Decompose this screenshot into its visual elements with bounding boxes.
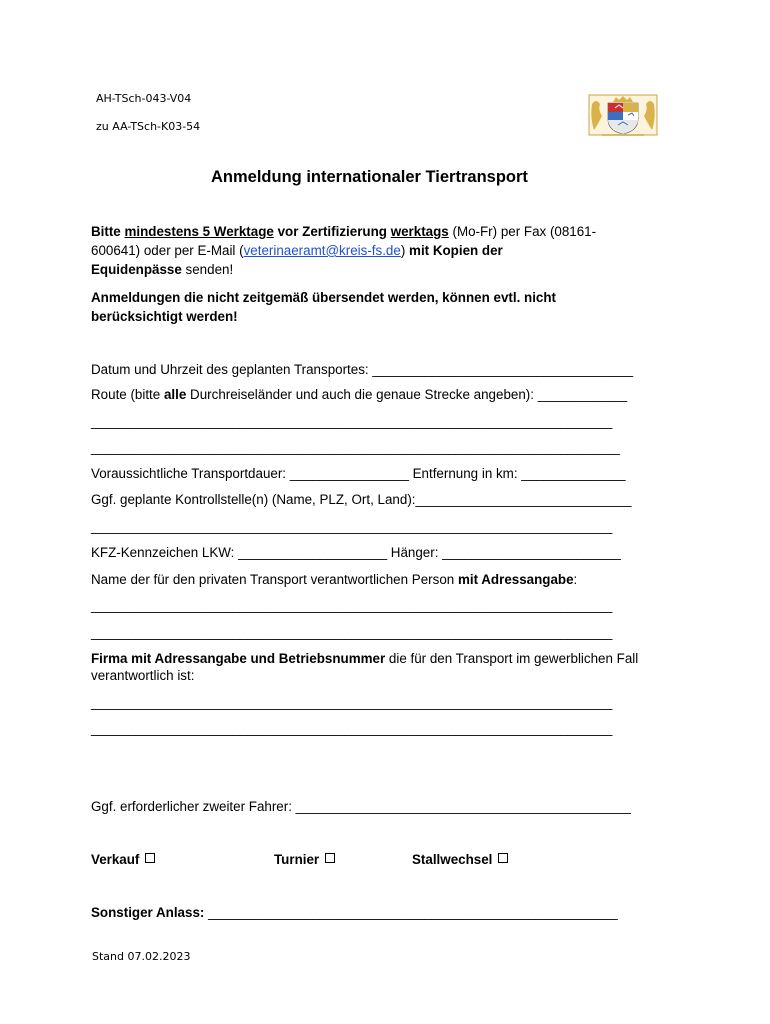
- firma-label-line-2: verantwortlich ist:: [91, 668, 195, 683]
- person-adressangabe: mit Adressangabe: [457, 572, 574, 587]
- intro-mofr: (Mo-Fr) per Fax (08161-: [452, 224, 597, 239]
- intro-text: 600641) oder per E-Mail (: [91, 243, 244, 258]
- option-turnier[interactable]: [274, 852, 335, 867]
- intro-line-1: [91, 224, 596, 239]
- firma-line-4[interactable]: ______________________________________________________________________: [91, 721, 613, 736]
- kontrollstelle-line-2[interactable]: ______________________________________________________________________: [91, 519, 613, 534]
- route-alle: alle: [163, 387, 187, 402]
- intro-line-2: [91, 243, 503, 258]
- person-line-2[interactable]: ______________________________________________________________________: [91, 598, 613, 613]
- kontrollstelle-field[interactable]: Ggf. geplante Kontrollstelle(n) (Name, PLZ, Ort, Land):_____________________________: [91, 492, 632, 507]
- verkauf-checkbox[interactable]: [145, 853, 155, 863]
- intro-werktags: werktags: [390, 224, 449, 239]
- option-verkauf[interactable]: [91, 852, 155, 867]
- datum-field[interactable]: Datum und Uhrzeit des geplanten Transportes: ___________________________________: [91, 362, 634, 377]
- route-line-2[interactable]: ______________________________________________________________________: [91, 414, 613, 429]
- firma-line-3[interactable]: ______________________________________________________________________: [91, 695, 613, 710]
- reference-code: zu AA-TSch-K03-54: [96, 120, 201, 133]
- route-field[interactable]: [91, 387, 627, 402]
- intro-line-3: [91, 262, 233, 277]
- bavarian-coat-of-arms-logo: [588, 94, 658, 136]
- turnier-checkbox[interactable]: [325, 853, 335, 863]
- verkauf-label: Verkauf: [91, 852, 140, 867]
- warning-line-2: berücksichtigt werden!: [91, 309, 238, 324]
- verantwortliche-person-label: [91, 572, 577, 587]
- intro-text: ): [400, 243, 406, 258]
- transportdauer-field[interactable]: Voraussichtliche Transportdauer: ________________ Entfernung in km: ______________: [91, 466, 626, 481]
- intro-bitte: Bitte: [91, 224, 121, 239]
- email-link[interactable]: veterinaeramt@kreis-fs.de: [243, 243, 401, 258]
- sonstiger-line[interactable]: _______________________________________________________: [208, 905, 618, 920]
- option-stallwechsel[interactable]: [412, 852, 508, 867]
- turnier-label: Turnier: [274, 852, 320, 867]
- firma-bold: Firma mit Adressangabe und Betriebsnummer: [91, 651, 386, 666]
- firma-label: [91, 651, 638, 666]
- route-line-3[interactable]: _______________________________________________________________________: [91, 440, 620, 455]
- stand-date: Stand 07.02.2023: [92, 950, 191, 963]
- zweiter-fahrer-field[interactable]: Ggf. erforderlicher zweiter Fahrer: _____________________________________________: [91, 799, 631, 814]
- warning-line-1: Anmeldungen die nicht zeitgemäß übersendet werden, können evtl. nicht: [91, 290, 557, 305]
- intro-senden: senden!: [185, 262, 234, 277]
- intro-equidenpaesse: Equidenpässe: [91, 262, 182, 277]
- intro-vor: vor Zertifizierung: [277, 224, 387, 239]
- kfz-field[interactable]: KFZ-Kennzeichen LKW: ____________________ Hänger: ________________________: [91, 545, 621, 560]
- page-title: Anmeldung internationaler Tiertransport: [211, 168, 528, 186]
- document-code: AH-TSch-043-V04: [96, 92, 192, 105]
- person-colon: :: [573, 572, 578, 587]
- route-label: Route (bitte: [91, 387, 161, 402]
- intro-kopien: mit Kopien der: [409, 243, 503, 258]
- person-line-3[interactable]: ______________________________________________________________________: [91, 625, 613, 640]
- route-label-rest: Durchreiseländer und auch die genaue Strecke angeben): ____________: [190, 387, 628, 402]
- stallwechsel-checkbox[interactable]: [498, 853, 508, 863]
- intro-mindestens: mindestens 5 Werktage: [124, 224, 274, 239]
- firma-rest: die für den Transport im gewerblichen Fall: [388, 651, 639, 666]
- sonstiger-label: Sonstiger Anlass:: [91, 905, 205, 920]
- sonstiger-anlass-field[interactable]: [91, 905, 618, 920]
- person-label: Name der für den privaten Transport verantwortlichen Person: [91, 572, 455, 587]
- stallwechsel-label: Stallwechsel: [412, 852, 493, 867]
